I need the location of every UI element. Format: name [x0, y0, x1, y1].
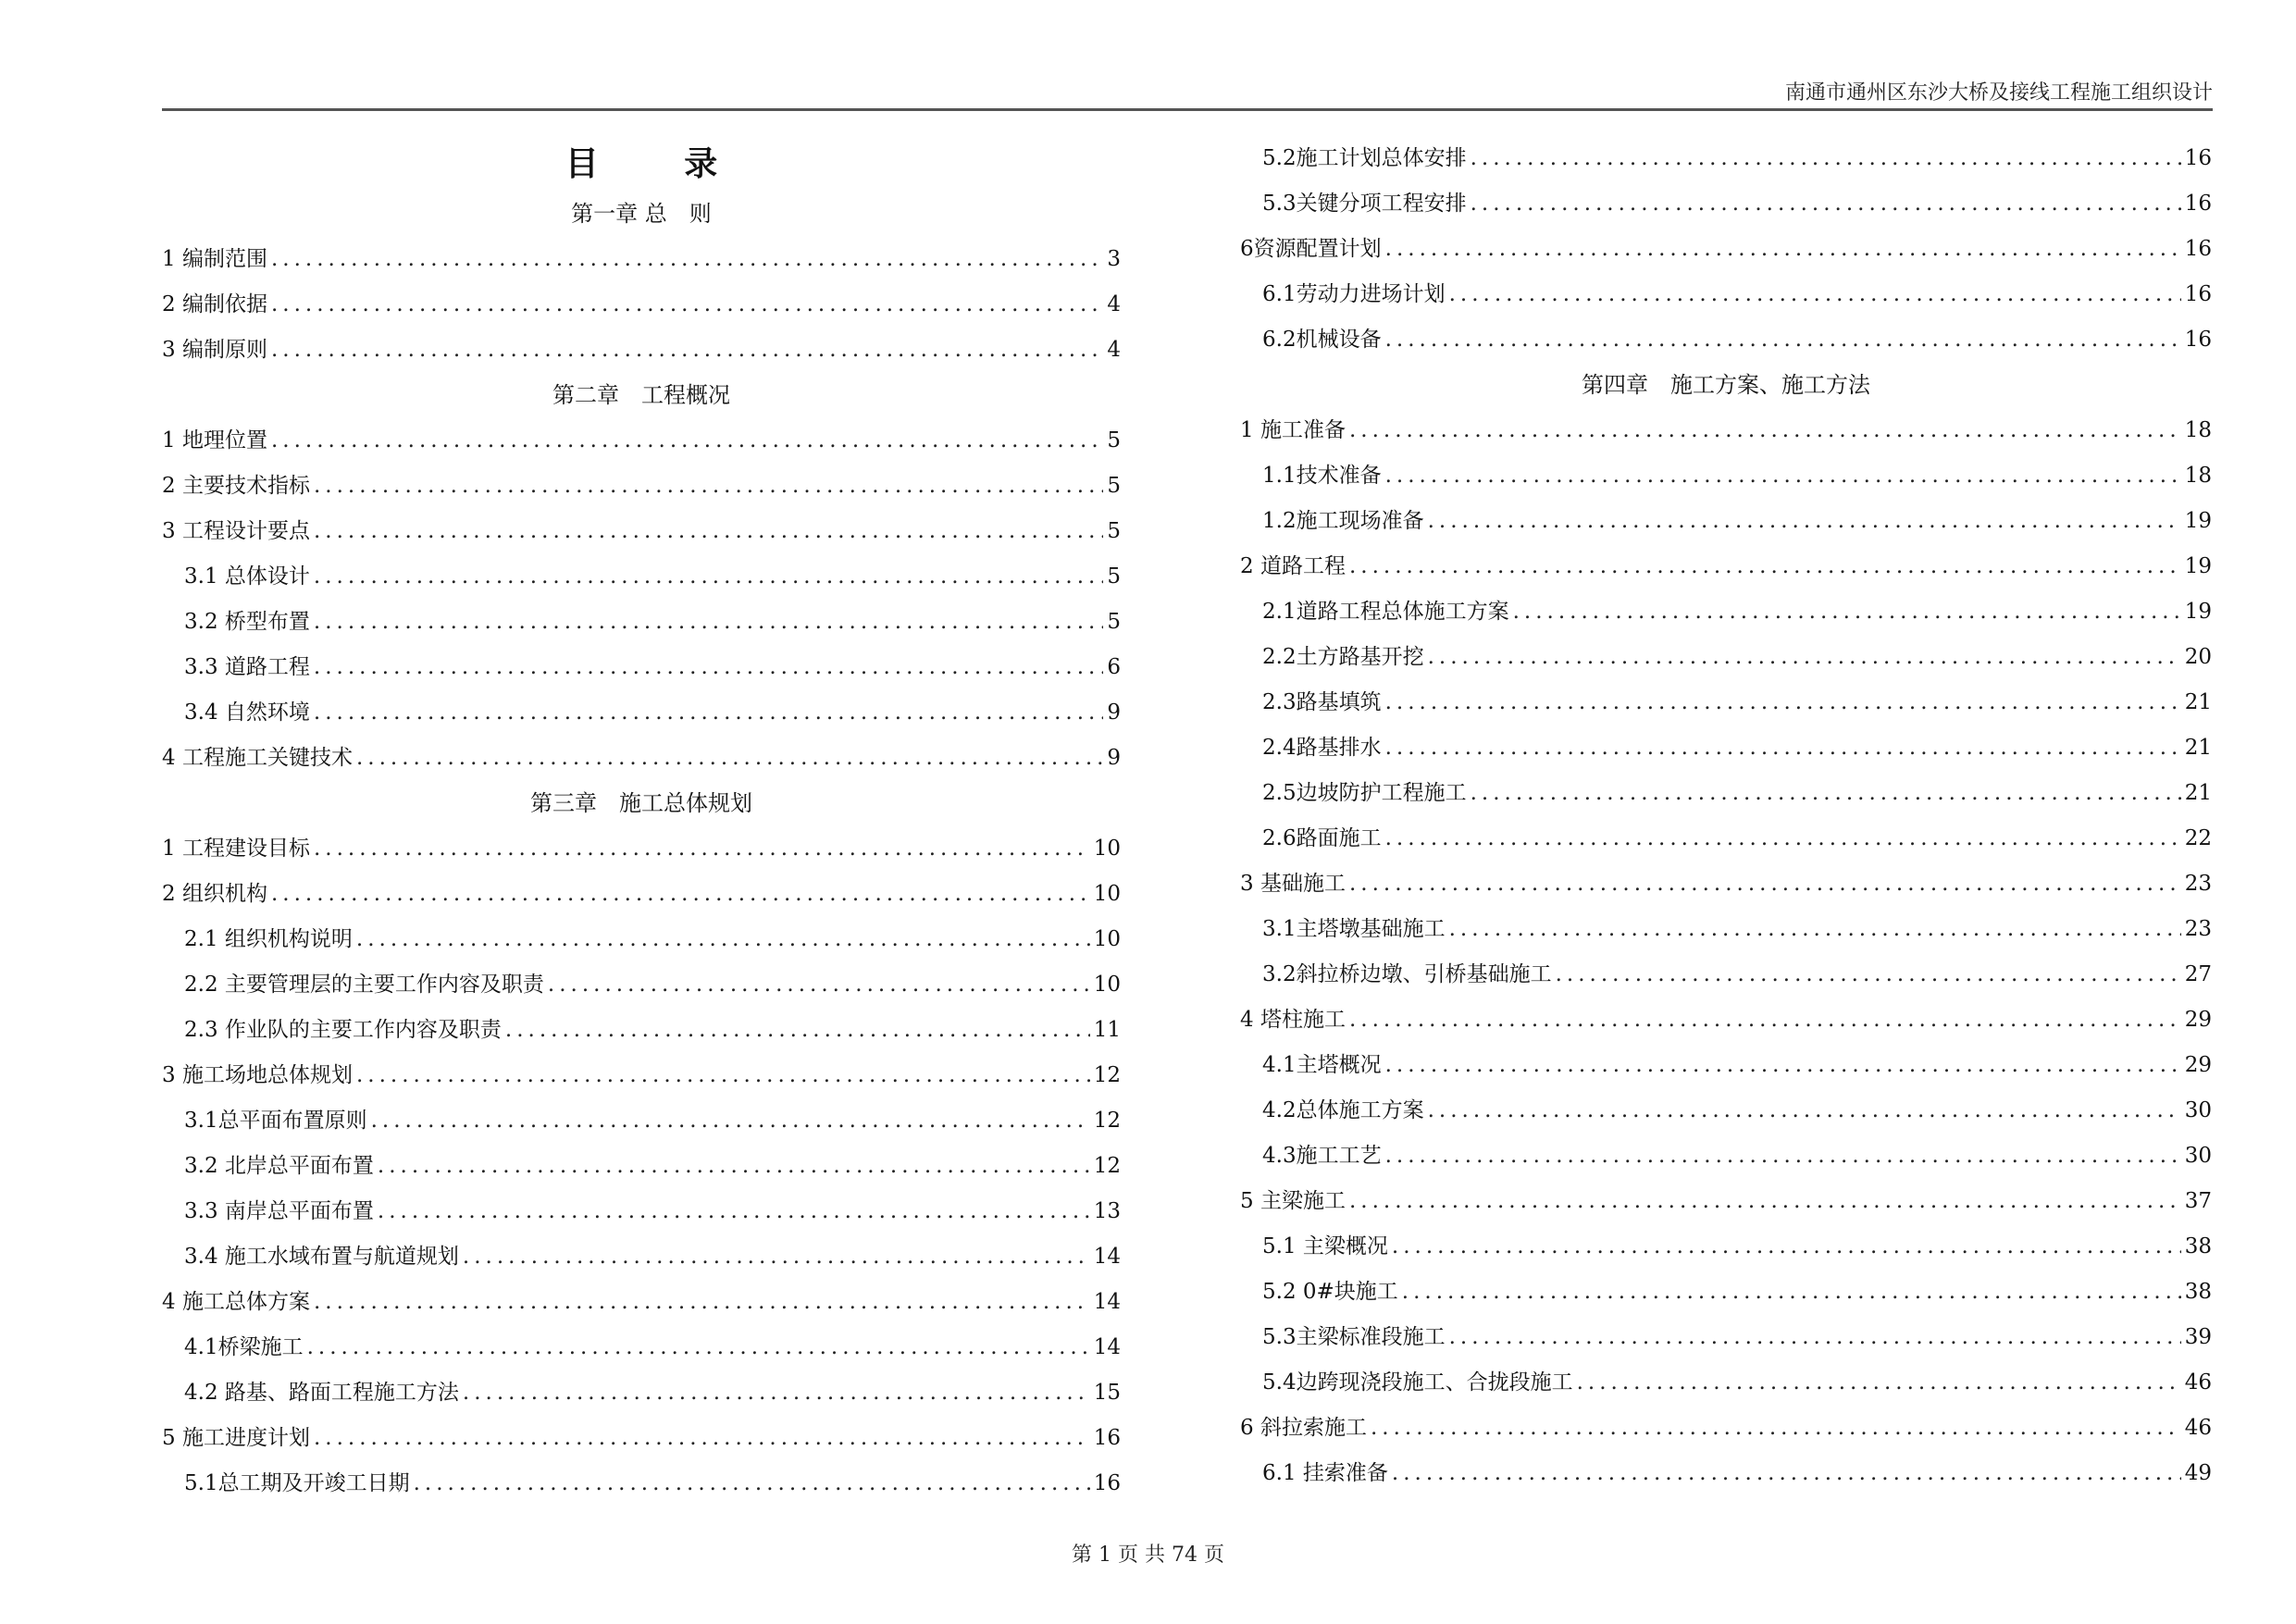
toc-entry-label: 2.4路基排水: [1262, 736, 1382, 760]
toc-entry-page: 4: [1107, 338, 1121, 362]
toc-entry-page: 21: [2184, 781, 2212, 805]
toc-leader-dots: [1385, 725, 2181, 771]
toc-entry-page: 16: [2184, 146, 2212, 170]
toc-leader-dots: [548, 962, 1090, 1008]
toc-entry-label: 5.3主梁标准段施工: [1262, 1325, 1446, 1349]
toc-entry[interactable]: [1240, 1043, 2212, 1088]
toc-leader-dots: [1449, 1315, 2181, 1360]
toc-entry-page: 23: [2184, 917, 2212, 941]
toc-entry-page: 10: [1093, 973, 1121, 997]
toc-entry-label: 6.1劳动力进场计划: [1262, 282, 1446, 306]
toc-entry-label: 1 地理位置: [162, 428, 267, 452]
toc-leader-dots: [378, 1144, 1090, 1189]
toc-leader-dots: [271, 872, 1090, 917]
toc-leader-dots: [1471, 181, 2181, 227]
toc-entry[interactable]: [162, 1053, 1121, 1098]
toc-entry[interactable]: [162, 917, 1121, 962]
toc-leader-dots: [314, 509, 1103, 554]
toc-entry[interactable]: [1240, 1179, 2212, 1224]
toc-entry-label: 2.3路基填筑: [1262, 690, 1382, 714]
toc-entry-label: 5.1总工期及开竣工日期: [184, 1471, 410, 1495]
toc-entry-page: 5: [1107, 610, 1121, 634]
toc-entry-page: 15: [1093, 1381, 1121, 1405]
toc-entry-label: 3.3 道路工程: [184, 655, 310, 679]
chapter-heading: 第四章 施工方案、施工方法: [1582, 372, 1870, 398]
toc-entry[interactable]: [1240, 998, 2212, 1043]
toc-entry-page: 19: [2184, 600, 2212, 624]
toc-entry[interactable]: [162, 282, 1121, 328]
toc-entry-page: 12: [1093, 1109, 1121, 1133]
toc-entry[interactable]: [1240, 181, 2212, 227]
toc-entry-page: 16: [1093, 1426, 1121, 1450]
toc-entry[interactable]: [1240, 680, 2212, 725]
toc-entry-label: 6资源配置计划: [1240, 237, 1382, 261]
toc-entry-page: 10: [1093, 837, 1121, 861]
toc-entry-label: 6.1 挂索准备: [1262, 1461, 1388, 1485]
header-divider: [162, 108, 2213, 111]
toc-entry-page: 12: [1093, 1154, 1121, 1178]
toc-entry-page: 11: [1093, 1018, 1121, 1042]
toc-entry[interactable]: [1240, 1224, 2212, 1270]
toc-entry[interactable]: [162, 1280, 1121, 1325]
toc-leader-dots: [1392, 1451, 2181, 1496]
toc-leader-dots: [1385, 453, 2181, 499]
toc-entry[interactable]: [162, 872, 1121, 917]
toc-entry[interactable]: [1240, 635, 2212, 680]
toc-entry[interactable]: [162, 962, 1121, 1008]
toc-entry-label: 5.2施工计划总体安排: [1262, 146, 1467, 170]
toc-entry[interactable]: [162, 1189, 1121, 1234]
toc-leader-dots: [1428, 635, 2181, 680]
toc-leader-dots: [1349, 544, 2181, 589]
toc-entry-label: 5.1 主梁概况: [1262, 1234, 1388, 1258]
toc-entry-label: 4 塔柱施工: [1240, 1008, 1346, 1032]
toc-entry[interactable]: [1240, 862, 2212, 907]
toc-entry[interactable]: [1240, 272, 2212, 317]
toc-entry-label: 3.3 南岸总平面布置: [184, 1199, 374, 1223]
toc-entry-label: 3.1 总体设计: [184, 564, 310, 589]
toc-entry[interactable]: [162, 826, 1121, 872]
toc-entry-page: 5: [1107, 474, 1121, 498]
toc-entry-page: 21: [2184, 736, 2212, 760]
toc-leader-dots: [314, 600, 1103, 645]
toc-leader-dots: [1449, 272, 2181, 317]
toc-entry-label: 4 工程施工关键技术: [162, 746, 353, 770]
toc-entry-label: 5 主梁施工: [1240, 1189, 1346, 1213]
toc-leader-dots: [463, 1370, 1090, 1416]
toc-leader-dots: [356, 1053, 1090, 1098]
toc-entry-page: 14: [1093, 1335, 1121, 1359]
toc-leader-dots: [307, 1325, 1090, 1370]
toc-entry-label: 3 基础施工: [1240, 872, 1346, 896]
toc-entry[interactable]: [162, 1461, 1121, 1506]
toc-leader-dots: [314, 826, 1090, 872]
toc-entry-page: 27: [2184, 962, 2212, 986]
toc-entry-page: 10: [1093, 882, 1121, 906]
toc-entry-page: 19: [2184, 509, 2212, 533]
toc-leader-dots: [314, 645, 1103, 690]
toc-entry[interactable]: [1240, 1088, 2212, 1134]
toc-entry-page: 16: [2184, 237, 2212, 261]
toc-right-column: [1240, 136, 2212, 1496]
toc-entry-page: 46: [2184, 1370, 2212, 1395]
toc-leader-dots: [271, 328, 1103, 373]
toc-entry[interactable]: [162, 645, 1121, 690]
toc-leader-dots: [1556, 952, 2181, 998]
toc-leader-dots: [1392, 1224, 2181, 1270]
toc-leader-dots: [371, 1098, 1090, 1144]
toc-entry[interactable]: [1240, 589, 2212, 635]
toc-leader-dots: [1385, 317, 2181, 363]
toc-entry-page: 13: [1093, 1199, 1121, 1223]
toc-entry-page: 30: [2184, 1144, 2212, 1168]
toc-entry[interactable]: [1240, 816, 2212, 862]
toc-entry-page: 23: [2184, 872, 2212, 896]
toc-entry-label: 4.1主塔概况: [1262, 1053, 1382, 1077]
toc-entry[interactable]: [1240, 1406, 2212, 1451]
toc-leader-dots: [1349, 862, 2181, 907]
toc-entry-page: 9: [1107, 746, 1121, 770]
toc-entry-page: 29: [2184, 1008, 2212, 1032]
toc-entry[interactable]: [162, 1234, 1121, 1280]
toc-entry-page: 46: [2184, 1416, 2212, 1440]
toc-entry[interactable]: [1240, 544, 2212, 589]
toc-entry[interactable]: [162, 1144, 1121, 1189]
toc-entry-label: 5.2 0#块施工: [1262, 1280, 1398, 1304]
toc-entry[interactable]: [162, 237, 1121, 282]
toc-entry-page: 37: [2184, 1189, 2212, 1213]
toc-entry[interactable]: [1240, 1360, 2212, 1406]
toc-leader-dots: [1513, 589, 2181, 635]
toc-leader-dots: [1349, 1179, 2181, 1224]
toc-leader-dots: [1385, 227, 2181, 272]
toc-leader-dots: [314, 554, 1103, 600]
toc-entry-page: 10: [1093, 927, 1121, 951]
toc-entry-page: 16: [2184, 282, 2212, 306]
toc-leader-dots: [314, 1280, 1090, 1325]
toc-leader-dots: [1449, 907, 2181, 952]
toc-entry-label: 3 工程设计要点: [162, 519, 310, 543]
toc-leader-dots: [1471, 136, 2181, 181]
toc-entry-page: 21: [2184, 690, 2212, 714]
toc-entry[interactable]: [162, 600, 1121, 645]
toc-entry-page: 4: [1107, 292, 1121, 316]
toc-leader-dots: [414, 1461, 1090, 1506]
toc-entry-page: 22: [2184, 826, 2212, 850]
chapter-heading: 第三章 施工总体规划: [530, 790, 752, 816]
toc-entry-page: 16: [2184, 328, 2212, 352]
toc-entry-label: 4.2总体施工方案: [1262, 1098, 1424, 1122]
toc-leader-dots: [1402, 1270, 2181, 1315]
toc-entry-label: 3 编制原则: [162, 338, 267, 362]
toc-entry-label: 1.1技术准备: [1262, 464, 1382, 488]
toc-entry-label: 3.2 桥型布置: [184, 610, 310, 634]
toc-entry-page: 5: [1107, 564, 1121, 589]
toc-entry[interactable]: [1240, 725, 2212, 771]
toc-entry[interactable]: [1240, 1270, 2212, 1315]
toc-leader-dots: [1385, 1043, 2181, 1088]
toc-leader-dots: [1349, 408, 2181, 453]
document-header-title: 南通市通州区东沙大桥及接线工程施工组织设计: [1784, 81, 2213, 105]
toc-leader-dots: [314, 690, 1103, 736]
toc-entry-page: 3: [1107, 247, 1121, 271]
toc-entry-label: 2 道路工程: [1240, 554, 1346, 578]
toc-entry-label: 2 编制依据: [162, 292, 267, 316]
toc-entry[interactable]: [1240, 408, 2212, 453]
toc-entry[interactable]: [162, 418, 1121, 464]
toc-entry-label: 2 组织机构: [162, 882, 267, 906]
toc-leader-dots: [1428, 499, 2181, 544]
toc-entry-label: 4.1桥梁施工: [184, 1335, 304, 1359]
toc-leader-dots: [271, 282, 1103, 328]
toc-entry[interactable]: [1240, 453, 2212, 499]
toc-entry[interactable]: [1240, 1451, 2212, 1496]
toc-entry-label: 3.1总平面布置原则: [184, 1109, 367, 1133]
toc-entry-label: 1 编制范围: [162, 247, 267, 271]
toc-entry[interactable]: [162, 509, 1121, 554]
toc-leader-dots: [463, 1234, 1090, 1280]
chapter-heading: 第一章 总 则: [571, 201, 712, 227]
toc-entry-label: 2.2土方路基开挖: [1262, 645, 1424, 669]
toc-entry-page: 14: [1093, 1290, 1121, 1314]
toc-entry-label: 1 工程建设目标: [162, 837, 310, 861]
toc-leader-dots: [378, 1189, 1090, 1234]
toc-entry[interactable]: [1240, 952, 2212, 998]
toc-entry-label: 3.4 自然环境: [184, 700, 310, 725]
toc-entry[interactable]: [162, 1008, 1121, 1053]
toc-entry-page: 38: [2184, 1280, 2212, 1304]
toc-entry-page: 39: [2184, 1325, 2212, 1349]
toc-entry-label: 3.1主塔墩基础施工: [1262, 917, 1446, 941]
toc-leader-dots: [314, 1416, 1090, 1461]
toc-entry-page: 30: [2184, 1098, 2212, 1122]
toc-entry-label: 2.1道路工程总体施工方案: [1262, 600, 1509, 624]
toc-entry-page: 16: [2184, 192, 2212, 216]
toc-entry-label: 3 施工场地总体规划: [162, 1063, 353, 1087]
toc-entry-page: 49: [2184, 1461, 2212, 1485]
toc-entry-label: 6 斜拉索施工: [1240, 1416, 1367, 1440]
toc-entry-label: 5.4边跨现浇段施工、合拢段施工: [1262, 1370, 1573, 1395]
toc-entry-page: 9: [1107, 700, 1121, 725]
toc-entry-label: 2.2 主要管理层的主要工作内容及职责: [184, 973, 544, 997]
toc-entry-page: 29: [2184, 1053, 2212, 1077]
page-footer: 第 1 页 共 74 页: [1072, 1543, 1224, 1567]
toc-entry-label: 3.2 北岸总平面布置: [184, 1154, 374, 1178]
toc-entry[interactable]: [162, 1370, 1121, 1416]
toc-entry-label: 3.2斜拉桥边墩、引桥基础施工: [1262, 962, 1552, 986]
toc-left-column: [162, 136, 1121, 1506]
toc-leader-dots: [1385, 680, 2181, 725]
toc-entry-label: 1.2施工现场准备: [1262, 509, 1424, 533]
toc-leader-dots: [314, 464, 1103, 509]
toc-leader-dots: [1577, 1360, 2181, 1406]
toc-entry-label: 2.6路面施工: [1262, 826, 1382, 850]
toc-entry-label: 2.3 作业队的主要工作内容及职责: [184, 1018, 502, 1042]
toc-entry[interactable]: [162, 736, 1121, 781]
toc-entry[interactable]: [1240, 317, 2212, 363]
toc-entry[interactable]: [162, 464, 1121, 509]
toc-entry[interactable]: [1240, 907, 2212, 952]
toc-entry-page: 20: [2184, 645, 2212, 669]
toc-entry[interactable]: [162, 690, 1121, 736]
toc-entry[interactable]: [162, 1325, 1121, 1370]
toc-entry-label: 4.2 路基、路面工程施工方法: [184, 1381, 459, 1405]
toc-entry-page: 38: [2184, 1234, 2212, 1258]
toc-title: 目 录: [565, 144, 755, 183]
toc-leader-dots: [505, 1008, 1090, 1053]
toc-entry-page: 18: [2184, 418, 2212, 442]
chapter-heading: 第二章 工程概况: [552, 382, 730, 408]
toc-entry[interactable]: [1240, 771, 2212, 816]
toc-entry-page: 5: [1107, 428, 1121, 452]
toc-entry-label: 2 主要技术指标: [162, 474, 310, 498]
toc-entry[interactable]: [1240, 136, 2212, 181]
toc-leader-dots: [1428, 1088, 2181, 1134]
toc-entry-label: 5.3关键分项工程安排: [1262, 192, 1467, 216]
toc-entry-page: 6: [1107, 655, 1121, 679]
toc-leader-dots: [356, 736, 1103, 781]
toc-entry-label: 5 施工进度计划: [162, 1426, 310, 1450]
toc-leader-dots: [1471, 771, 2181, 816]
toc-entry[interactable]: [162, 1098, 1121, 1144]
toc-entry[interactable]: [162, 554, 1121, 600]
toc-leader-dots: [1385, 816, 2181, 862]
toc-entry-label: 6.2机械设备: [1262, 328, 1382, 352]
toc-entry-page: 12: [1093, 1063, 1121, 1087]
toc-entry-page: 19: [2184, 554, 2212, 578]
toc-leader-dots: [1371, 1406, 2181, 1451]
toc-entry-label: 4 施工总体方案: [162, 1290, 310, 1314]
toc-leader-dots: [1385, 1134, 2181, 1179]
toc-entry[interactable]: [162, 328, 1121, 373]
toc-entry-page: 14: [1093, 1245, 1121, 1269]
toc-entry[interactable]: [1240, 1315, 2212, 1360]
toc-entry-page: 18: [2184, 464, 2212, 488]
toc-leader-dots: [356, 917, 1090, 962]
toc-leader-dots: [271, 418, 1103, 464]
toc-entry-page: 5: [1107, 519, 1121, 543]
toc-leader-dots: [1349, 998, 2181, 1043]
toc-entry-label: 3.4 施工水域布置与航道规划: [184, 1245, 459, 1269]
toc-entry[interactable]: [1240, 499, 2212, 544]
toc-entry-page: 16: [1093, 1471, 1121, 1495]
toc-entry-label: 4.3施工工艺: [1262, 1144, 1382, 1168]
toc-entry[interactable]: [1240, 227, 2212, 272]
toc-entry[interactable]: [162, 1416, 1121, 1461]
toc-entry[interactable]: [1240, 1134, 2212, 1179]
toc-entry-label: 1 施工准备: [1240, 418, 1346, 442]
toc-leader-dots: [271, 237, 1103, 282]
toc-entry-label: 2.5边坡防护工程施工: [1262, 781, 1467, 805]
toc-entry-label: 2.1 组织机构说明: [184, 927, 353, 951]
